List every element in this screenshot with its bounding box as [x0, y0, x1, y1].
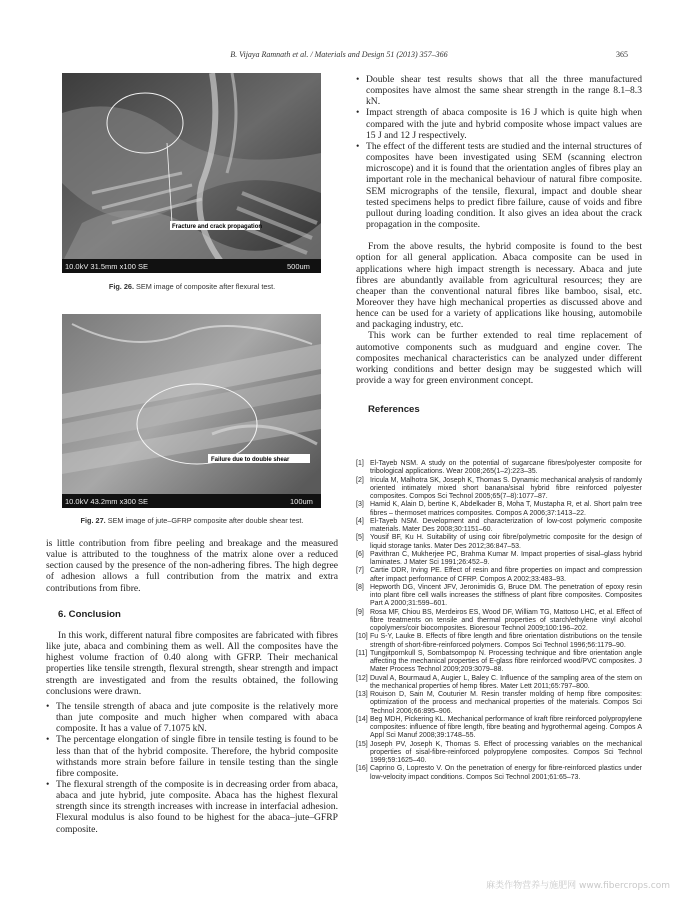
- left-text-column: [46, 538, 338, 835]
- body-paragraph: From the above results, the hybrid composite is found to the best option for all general application. Abaca composite can be used in applications where high impact strength is necessary. Abaca and jute fibres are abundantly available from agricultural resources; they are cheaper than the conventional natural fibres like bamboo, sisal, etc. Moreover they have high mechanical properties as discussed above and hence can be used for a variety of applications like housing, automobile and packaging industry, etc.: [356, 241, 642, 331]
- figure-26-scalebar-info: 10.0kV 31.5mm x100 SE: [65, 262, 148, 271]
- reference-item: [15] Joseph PV, Joseph K, Thomas S. Effect of processing variables on the mechanical properties of sisal-fibre-reinforced polypropylene composites. Compos Sci Technol 1999;59:1625–40.: [356, 740, 642, 764]
- figure-27-scalebar-info: 10.0kV 43.2mm x300 SE: [65, 497, 148, 506]
- body-paragraph: In this work, different natural fibre composites are fabricated with fibres like jute, abaca and combining them as well. All the composites have the highest volume fraction of 0.40 along with GFRP. Their mechanical properties like tensile strength, flexural strength, shear strength and impact strength are investigated and from the results obtained, the following conclusions were drawn.: [46, 629, 338, 697]
- reference-item: [11] Tungjitpornkull S, Sombatsompop N. Processing technique and fibre orientation angle affecting the mechanical properties of E-glass fibre reinforced wood/PVC composites. J Mater Process Technol 2009;209:3079–88.: [356, 649, 642, 674]
- reference-item: [16] Caprino G, Lopresto V. On the penetration of energy for fibre-reinforced plastics under low-velocity impact conditions. Compos Sci Technol 2001;61:65–73.: [356, 765, 642, 781]
- reference-item: [5] Yousif BF, Ku H. Suitability of using coir fibre/polymetric composite for the design of liquid storage tanks. Mater Des 2012;36:847–53.: [356, 534, 642, 550]
- journal-citation: B. Vijaya Ramnath et al. / Materials and Design 51 (2013) 357–366: [230, 50, 448, 59]
- figure-27-sem-image: [62, 314, 321, 508]
- body-paragraph: is little contribution from fibre peeling and breakage and the measured value is attributed to the toughness of the matrix alone over a reduced section caused by the presence of the non-adhering fibres. The high degree of adhesion allows a full contribution from the matrix and extra contributions from fibre.: [46, 538, 338, 594]
- reference-item: [7] Cartie DDR, Irving PE. Effect of resin and fibre properties on impact and compression after impact performance of CFRP. Compos A 2002;33:483–93.: [356, 567, 642, 583]
- body-paragraph: This work can be further extended to real time replacement of automotive components such as mudguard and engine cover. The composites mechanical characteristics can be analyzed under different working conditions and better design may be suggested which will provide a way for green environment concept.: [356, 330, 642, 387]
- reference-item: [13] Rouison D, Sain M, Couturier M. Resin transfer molding of hemp fibre composites: optimization of the process and mechanical properties of the materials. Compos Sci Technol 2006;66:895–906.: [356, 691, 642, 715]
- bullet-item: • The tensile strength of abaca and jute composite is the relatively more than jute composite and much higher when compared with abaca composite. It has a value of 7.1075 kN.: [46, 701, 338, 734]
- reference-item: [1] El-Tayeb NSM. A study on the potential of sugarcane fibres/polyester composite for tribological applications. Wear 2008;265(1–2):223–35.: [356, 460, 642, 476]
- right-text-column: [356, 74, 642, 415]
- bullet-item: • Impact strength of abaca composite is 16 J which is quite high when compared with the jute and hybrid composite whose impact values are 15 J and 12 J respectively.: [356, 107, 642, 140]
- figure-26-annotation: Fracture and crack propagation: [172, 224, 263, 230]
- section-heading-references: References: [368, 404, 420, 416]
- reference-item: [4] El-Tayeb NSM. Development and characterization of low-cost polymeric composite materials. Mater Des 2008;30:1151–60.: [356, 517, 642, 533]
- figure-26-sem-image: [62, 73, 321, 273]
- page-number: 365: [616, 50, 628, 59]
- reference-item: [14] Beg MDH, Pickering KL. Mechanical performance of kraft fibre reinforced polypropylene composites: influence of fibre length, fibre beating and hygrothermal ageing. Compos A Appl Sci Manuf 2008;39:1748–55.: [356, 715, 642, 740]
- figure-27-scalebar-length: 100um: [290, 497, 313, 506]
- bullet-item: • The percentage elongation of single fibre in tensile testing is found to be less than that of the hybrid composite. Therefore, the hybrid composite withstands more strain before failure in tensile testing than the single fibre composite.: [46, 734, 338, 779]
- reference-item: [10] Fu S-Y, Lauke B. Effects of fibre length and fibre orientation distributions on the tensile strength of short-fibre-reinforced polymers. Compos Sci Technol 1996;56:1179–90.: [356, 633, 642, 649]
- reference-list: [356, 460, 642, 782]
- figure-26-caption: [46, 282, 338, 291]
- bullet-item: • Double shear test results shows that all the three manufactured composites have almost the same shear strength in the range 8.1–8.3 kN.: [356, 74, 642, 107]
- section-heading-conclusion: 6. Conclusion: [58, 608, 121, 620]
- conclusion-bullet-list: [46, 701, 338, 835]
- bullet-item: • The effect of the different tests are studied and the internal structures of composites have been investigated using SEM (scanning electron microscope) and it is found that the orientation angles of fibres play an important role in the mechanical behaviour of natural fibre composite. SEM micrographs of the tensile, flexural, impact and double shear tested specimens helps to predict fibre failure, cause of voids and fibre pullout during loading condition. It also gives an idea about the crack propagation in the composite.: [356, 141, 642, 230]
- bullet-item: • The flexural strength of the composite is in decreasing order from abaca, abaca and jute hybrid, jute composite. Abaca has the highest flexural strength since its strength increases with increase in interfacial adhesion. Flexural modulus is also found to be highest for the abaca–jute–GFRP composite.: [46, 779, 338, 835]
- reference-item: [12] Duval A, Bourmaud A, Augier L, Baley C. Influence of the sampling area of the stem on the mechanical properties of hemp fibres. Mater Lett 2011;65:797–800.: [356, 674, 642, 690]
- figure-26-caption-text: SEM image of composite after flexural test.: [136, 282, 276, 291]
- reference-item: [6] Pavithran C, Mukherjee PC, Brahma Kumar M. Impact properties of sisal–glass hybrid laminates. J Mater Sci 1991;26:452–9.: [356, 550, 642, 566]
- reference-item: [3] Hamid K, Alain D, bertine K, Abdelkader B, Moha T, Mustapha R, et al. Short palm tree fibres – thermoset matrices composites. Compos A 2006;37:1413–22.: [356, 501, 642, 517]
- figure-27-annotation: Failure due to double shear: [211, 457, 290, 463]
- reference-item: [9] Rosa MF, Chiou BS, Merdeiros ES, Wood DF, William TG, Mattoso LHC, et al. Effect of fibre treatments on tensile and thermal properties of starch/ethylene vinyl alcohol copolymers/coir biocomposites. Bioresour Technol 2009;100:196–202.: [356, 608, 642, 632]
- figure-26-scalebar-length: 500um: [287, 262, 310, 271]
- watermark: 麻类作物营养与施肥网 www.fibercrops.com: [486, 881, 670, 891]
- figure-27-caption: [46, 516, 338, 525]
- figure-26-caption-label: Fig. 26.: [108, 282, 134, 291]
- figure-27-caption-text: SEM image of jute–GFRP composite after double shear test.: [107, 516, 304, 525]
- conclusion-bullet-list-continued: [356, 74, 642, 230]
- reference-item: [2] Iricula M, Malhotra SK, Joseph K, Thomas S. Dynamic mechanical analysis of randomly oriented intimately mixed short banana/sisal hybrid fibre reinforced polyester composites. Compos Sci Technol 2005;65(7–8):1077–87.: [356, 476, 642, 500]
- reference-item: [8] Hepworth DG, Vincent JFV, Jeronimidis G, Bruce DM. The penetration of epoxy resin into plant fibre cell walls increases the stiffness of plant fibre composites. Composites Part A 2000;31:599–601.: [356, 583, 642, 608]
- figure-27-caption-label: Fig. 27.: [80, 516, 106, 525]
